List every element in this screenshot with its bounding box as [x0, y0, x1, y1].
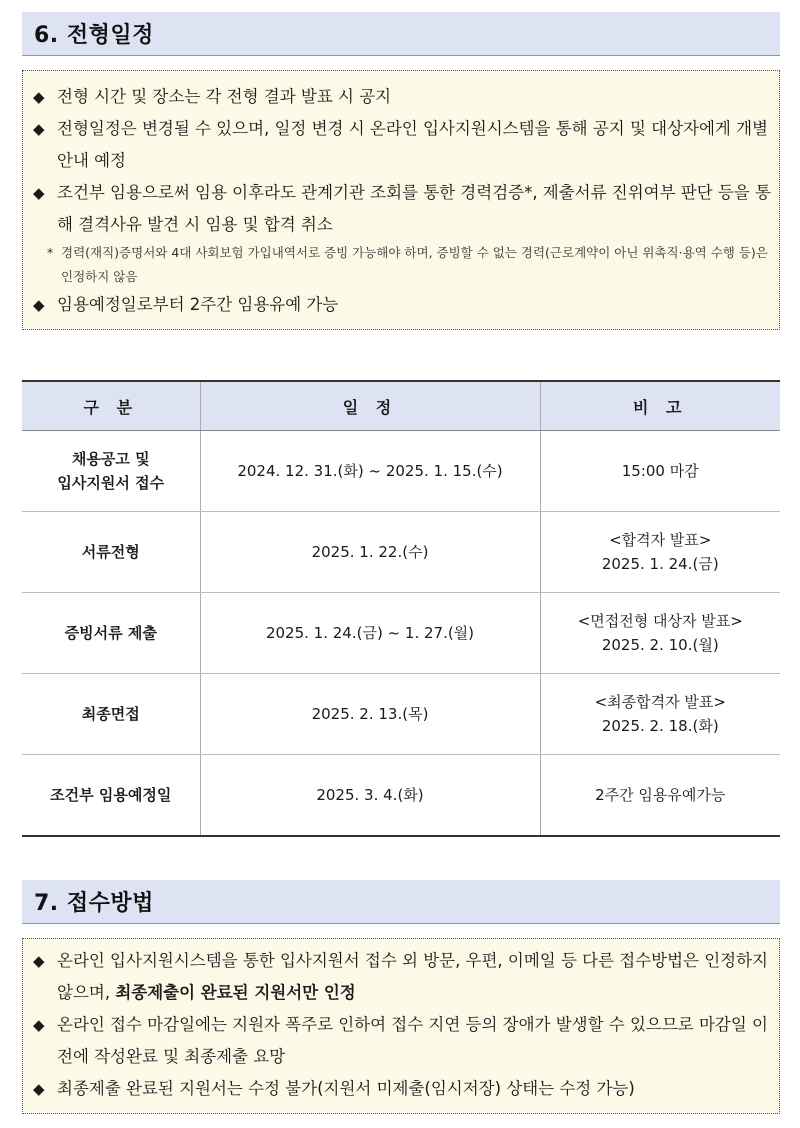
notice-item	[33, 81, 771, 113]
row-category: 최종면접	[22, 674, 200, 755]
footnote-text: 경력(재직)증명서와 4대 사회보험 가입내역서로 증빙 가능해야 하며, 증빙할 수 없는 경력(근로계약이 아닌 위촉직·용역 수행 등)은 인정하지 않음	[61, 245, 768, 284]
row-category: 서류전형	[22, 512, 200, 593]
notice-item	[33, 289, 771, 321]
table-row	[22, 593, 780, 674]
row-remarks: <최종합격자 발표> 2025. 2. 18.(화)	[540, 674, 780, 755]
header-schedule: 일 정	[200, 381, 540, 431]
header-category: 구 분	[22, 381, 200, 431]
diamond-bullet-icon: ◆	[33, 296, 45, 314]
row-schedule: 2025. 1. 22.(수)	[200, 512, 540, 593]
schedule-notice-box	[22, 70, 780, 330]
diamond-bullet-icon: ◆	[33, 120, 45, 138]
row-schedule: 2025. 3. 4.(화)	[200, 755, 540, 837]
row-category: 채용공고 및 입사지원서 접수	[22, 431, 200, 512]
diamond-bullet-icon: ◆	[33, 952, 45, 970]
emphasis-text: 최종제출이 완료된 지원서만 인정	[115, 983, 356, 1002]
notice-text: 조건부 임용으로써 임용 이후라도 관계기관 조회를 통한 경력검증*, 제출서류 진위여부 판단 등을 통해 결격사유 발견 시 임용 및 합격 취소	[57, 183, 771, 234]
row-category: 조건부 임용예정일	[22, 755, 200, 837]
notice-item	[33, 1009, 771, 1073]
table-row	[22, 674, 780, 755]
notice-item	[33, 945, 771, 1009]
notice-text: 온라인 접수 마감일에는 지원자 폭주로 인하여 접수 지연 등의 장애가 발생할 수 있으므로 마감일 이전에 작성완료 및 최종제출 요망	[57, 1015, 768, 1066]
application-method-box	[22, 938, 780, 1114]
table-row	[22, 755, 780, 837]
row-remarks: <면접전형 대상자 발표> 2025. 2. 10.(월)	[540, 593, 780, 674]
diamond-bullet-icon: ◆	[33, 88, 45, 106]
row-remarks: 2주간 임용유예가능	[540, 755, 780, 837]
diamond-bullet-icon: ◆	[33, 184, 45, 202]
diamond-bullet-icon: ◆	[33, 1080, 45, 1098]
section-7-title: 7. 접수방법	[34, 891, 154, 916]
notice-text: 전형 시간 및 장소는 각 전형 결과 발표 시 공지	[57, 87, 392, 106]
footnote-marker: *	[47, 245, 54, 260]
schedule-table	[22, 380, 780, 837]
section-6-title: 6. 전형일정	[34, 23, 154, 48]
row-schedule: 2024. 12. 31.(화) ~ 2025. 1. 15.(수)	[200, 431, 540, 512]
table-header-row	[22, 381, 780, 431]
table-row	[22, 431, 780, 512]
notice-item	[33, 177, 771, 241]
row-schedule: 2025. 2. 13.(목)	[200, 674, 540, 755]
notice-text: 임용예정일로부터 2주간 임용유예 가능	[57, 295, 339, 314]
header-remarks: 비 고	[540, 381, 780, 431]
row-remarks: <합격자 발표> 2025. 1. 24.(금)	[540, 512, 780, 593]
section-7-header	[22, 880, 780, 924]
notice-item	[33, 1073, 771, 1105]
notice-text: 온라인 입사지원시스템을 통한 입사지원서 접수 외 방문, 우편, 이메일 등 다른 접수방법은 인정하지 않으며, 최종제출이 완료된 지원서만 인정	[57, 951, 768, 1002]
table-row	[22, 512, 780, 593]
notice-text: 전형일정은 변경될 수 있으며, 일정 변경 시 온라인 입사지원시스템을 통해 공지 및 대상자에게 개별 안내 예정	[57, 119, 768, 170]
notice-text: 최종제출 완료된 지원서는 수정 불가(지원서 미제출(임시저장) 상태는 수정 가능)	[57, 1079, 635, 1098]
diamond-bullet-icon: ◆	[33, 1016, 45, 1034]
row-remarks: 15:00 마감	[540, 431, 780, 512]
footnote	[33, 241, 771, 289]
section-6-header	[22, 12, 780, 56]
row-category: 증빙서류 제출	[22, 593, 200, 674]
notice-item	[33, 113, 771, 177]
row-schedule: 2025. 1. 24.(금) ~ 1. 27.(월)	[200, 593, 540, 674]
